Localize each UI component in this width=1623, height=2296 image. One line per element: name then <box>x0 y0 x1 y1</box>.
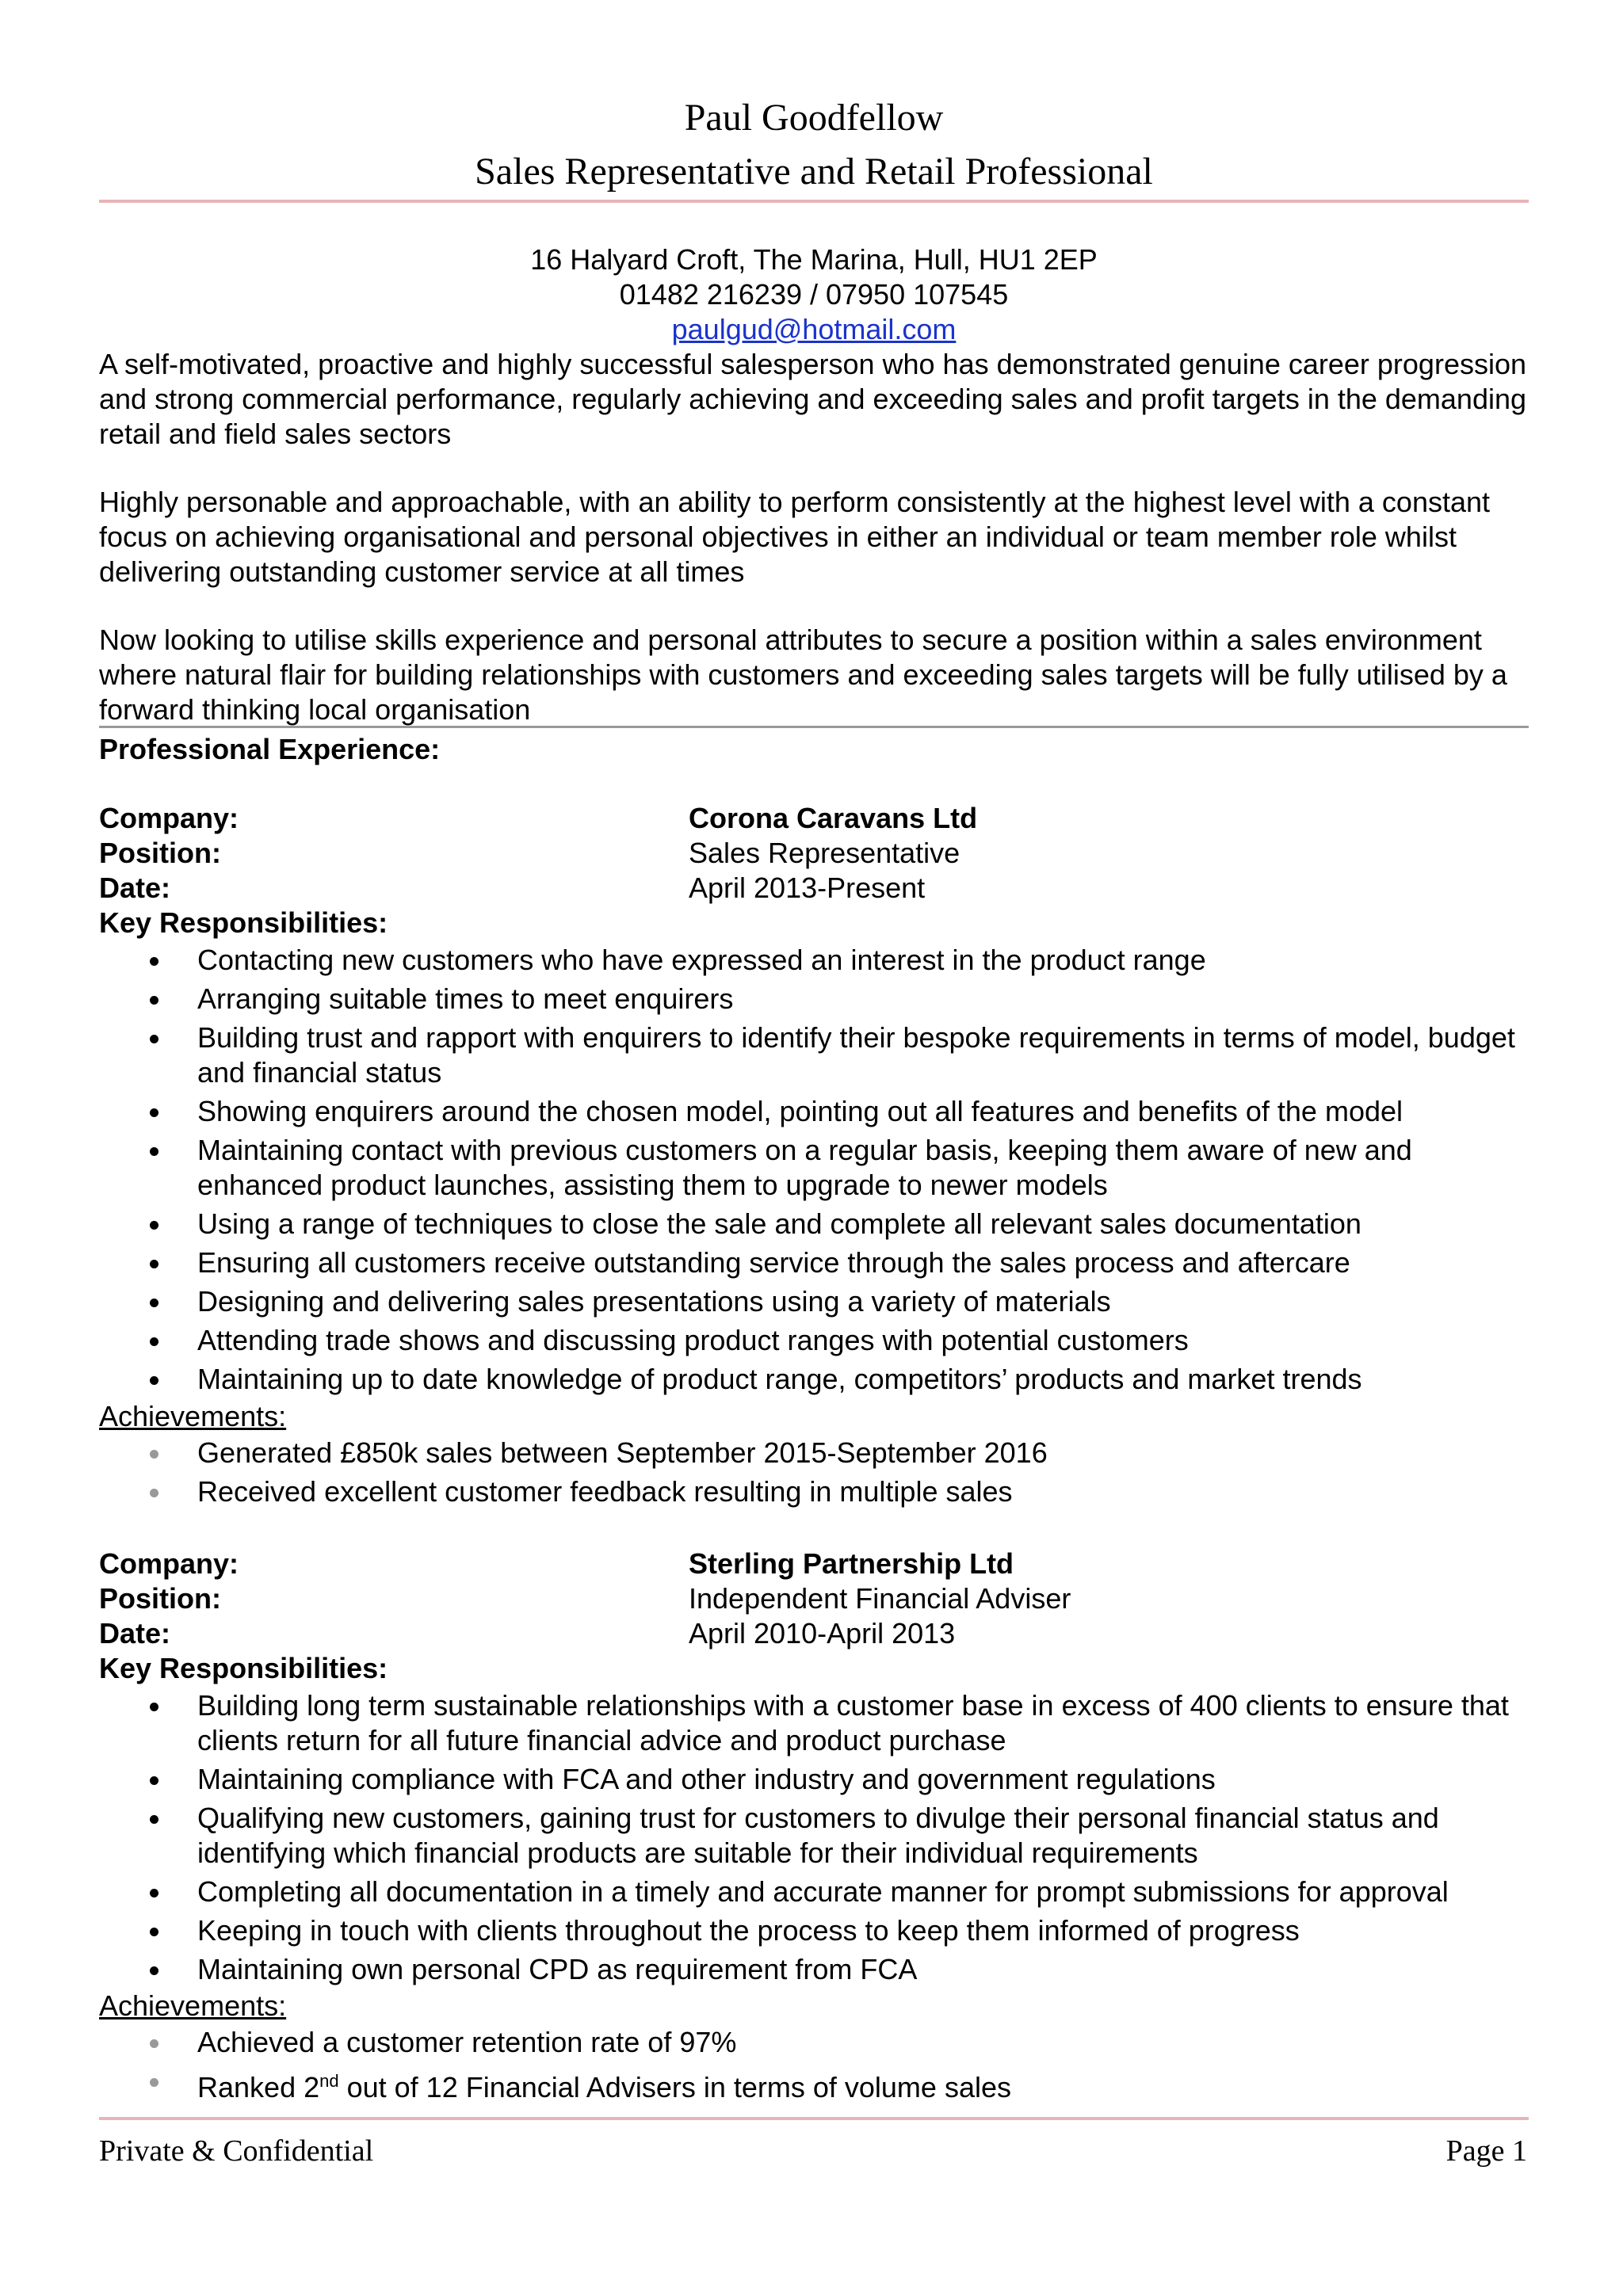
job2-date: April 2010-April 2013 <box>689 1617 956 1650</box>
job1-date: April 2013-Present <box>689 871 926 904</box>
bullet-icon <box>150 1928 158 1936</box>
list-item: Ranked 2nd out of 12 Financial Advisers in terms of volume sales <box>99 2064 1533 2099</box>
list-item: Building trust and rapport with enquirers to identify their bespoke requirements in terms of model, budget and financial status <box>99 1020 1533 1094</box>
candidate-name: Paul Goodfellow <box>684 97 944 139</box>
bullet-icon <box>150 1450 158 1459</box>
bullet-icon <box>150 1108 158 1117</box>
list-item: Contacting new customers who have expressed an interest in the product range <box>99 943 1533 982</box>
job2-date-label: Date: <box>99 1617 171 1650</box>
bullet-icon <box>150 1035 158 1043</box>
bullet-icon <box>150 1489 158 1497</box>
job2-position-label: Position: <box>99 1582 221 1615</box>
job2-company: Sterling Partnership Ltd <box>689 1547 1014 1580</box>
bullet-icon <box>150 1815 158 1824</box>
list-item: Building long term sustainable relationships with a customer base in excess of 400 clients to ensure that clients return for all future financial advice and product purchase <box>99 1688 1533 1762</box>
bullet-icon <box>150 1299 158 1307</box>
list-item: Maintaining contact with previous customers on a regular basis, keeping them aware of new and enhanced product launches, assisting them to upgrade to newer models <box>99 1133 1533 1207</box>
contact-address: 16 Halyard Croft, The Marina, Hull, HU1 2EP <box>530 243 1098 276</box>
bullet-icon <box>150 1776 158 1785</box>
job2-position: Independent Financial Adviser <box>689 1582 1071 1615</box>
list-item: Showing enquirers around the chosen model, pointing out all features and benefits of the model <box>99 1094 1533 1133</box>
job2-responsibilities-list <box>99 1688 1533 1987</box>
bullet-icon <box>150 1889 158 1897</box>
list-item: Designing and delivering sales presentations using a variety of materials <box>99 1284 1533 1323</box>
bullet-icon <box>150 1337 158 1346</box>
bullet-icon <box>150 1703 158 1711</box>
contact-email-link[interactable]: paulgud@hotmail.com <box>671 313 957 345</box>
section-divider <box>99 726 1529 728</box>
job1-position: Sales Representative <box>689 837 960 869</box>
profile-paragraph-3: Now looking to utilise skills experience and personal attributes to secure a position within a sales environment where natural flair for building relationships with customers and exceeding sales targets will be fully utilised by a forward thinking local organisation <box>99 624 1507 726</box>
job1-company-label: Company: <box>99 802 239 834</box>
profile-paragraph-1: A self-motivated, proactive and highly successful salesperson who has demonstrated genuine career progression and strong commercial performance, regularly achieving and exceeding sales and profit targets in the demanding retail and field sales sectors <box>99 348 1527 450</box>
list-item: Arranging suitable times to meet enquirers <box>99 982 1533 1020</box>
list-item: Maintaining up to date knowledge of product range, competitors’ products and market trends <box>99 1362 1533 1397</box>
footer-confidential: Private & Confidential <box>99 2134 374 2168</box>
candidate-title: Sales Representative and Retail Professional <box>475 151 1153 193</box>
contact-phones: 01482 216239 / 07950 107545 <box>619 278 1009 311</box>
bullet-icon <box>150 1966 158 1975</box>
job2-responsibilities-label: Key Responsibilities: <box>99 1652 388 1684</box>
job2-achievements-label: Achievements: <box>99 1989 287 2022</box>
footer-page-number: Page 1 <box>1445 2134 1527 2168</box>
job2-achievements-list <box>99 2025 1533 2103</box>
job1-achievements-list <box>99 1436 1533 1509</box>
bullet-icon <box>150 1147 158 1156</box>
list-item: Keeping in touch with clients throughout the process to keep them informed of progress <box>99 1913 1533 1952</box>
list-item: Using a range of techniques to close the sale and complete all relevant sales documentation <box>99 1207 1533 1245</box>
list-item: Attending trade shows and discussing product ranges with potential customers <box>99 1323 1533 1362</box>
list-item: Maintaining compliance with FCA and other industry and government regulations <box>99 1762 1533 1801</box>
job1-responsibilities-label: Key Responsibilities: <box>99 906 388 939</box>
bullet-icon <box>150 957 158 966</box>
job1-company: Corona Caravans Ltd <box>689 802 978 834</box>
list-item: Received excellent customer feedback resulting in multiple sales <box>99 1474 1533 1509</box>
experience-heading: Professional Experience: <box>99 733 441 765</box>
bullet-icon <box>150 1221 158 1230</box>
job2-company-label: Company: <box>99 1547 239 1580</box>
job1-date-label: Date: <box>99 871 171 904</box>
list-item: Maintaining own personal CPD as requirement from FCA <box>99 1952 1533 1987</box>
bullet-icon <box>150 2078 158 2087</box>
job1-achievements-label: Achievements: <box>99 1400 287 1432</box>
bullet-icon <box>150 1376 158 1385</box>
job1-position-label: Position: <box>99 837 221 869</box>
bullet-icon <box>150 2039 158 2048</box>
list-item: Completing all documentation in a timely and accurate manner for prompt submissions for approval <box>99 1875 1533 1913</box>
footer-divider <box>99 2117 1529 2120</box>
bullet-icon <box>150 1260 158 1268</box>
job1-responsibilities-list <box>99 943 1533 1397</box>
list-item: Qualifying new customers, gaining trust for customers to divulge their personal financial status and identifying which financial products are suitable for their individual requirements <box>99 1801 1533 1875</box>
list-item: Generated £850k sales between September 2015-September 2016 <box>99 1436 1533 1474</box>
bullet-icon <box>150 996 158 1005</box>
list-item: Ensuring all customers receive outstanding service through the sales process and aftercare <box>99 1245 1533 1284</box>
list-item: Achieved a customer retention rate of 97% <box>99 2025 1533 2064</box>
profile-paragraph-2: Highly personable and approachable, with an ability to perform consistently at the highest level with a constant focus on achieving organisational and personal objectives in either an individual or team member role whilst delivering outstanding customer service at all times <box>99 486 1491 588</box>
header-divider <box>99 200 1529 203</box>
